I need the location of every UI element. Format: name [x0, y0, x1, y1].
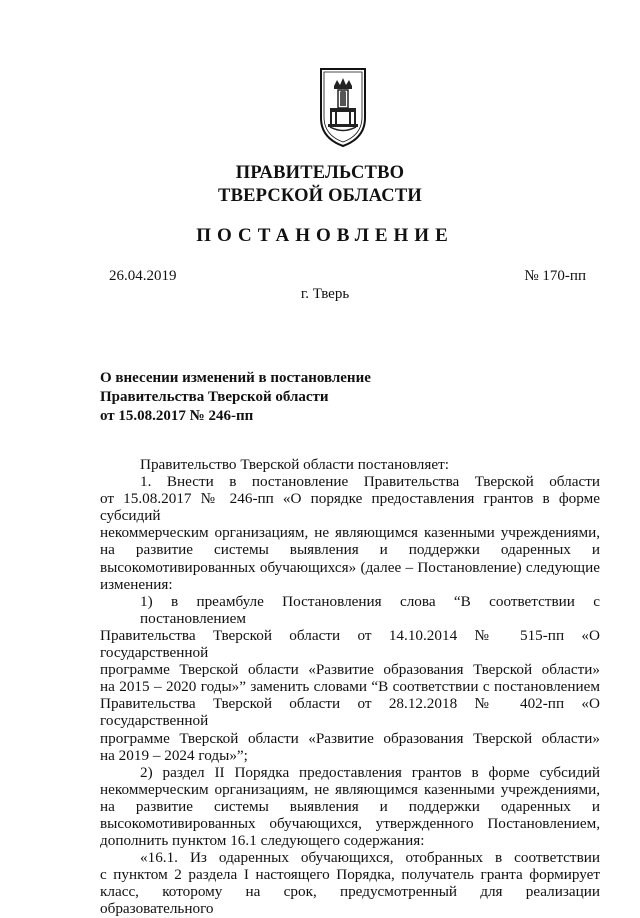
body-line: «16.1. Из одаренных обучающихся, отобранных в соответствии [140, 849, 600, 867]
body-line: 1) в преамбуле Постановления слова “В соответствии с постановлением [140, 592, 600, 627]
document-type: ПОСТАНОВЛЕНИЕ [196, 225, 454, 246]
body-line: 1. Внести в постановление Правительства Тверской области [140, 473, 600, 491]
document-city: г. Тверь [300, 286, 350, 302]
coat-of-arms-icon [318, 66, 368, 148]
body-line: класс, которому на срок, предусмотренный для реализации образовательного [100, 883, 600, 918]
body-line: Правительства Тверской области от 14.10.2014 № 515-пп «О государственной [100, 626, 600, 662]
body-line: на развитие системы выявления и поддержки одаренных и [100, 797, 600, 815]
document-number: № 170-пп [524, 268, 586, 284]
government-name-line1: ПРАВИТЕЛЬСТВО [235, 163, 405, 183]
document-subject [100, 369, 371, 426]
body-line: некоммерческим организациям, не являющимся казенными учреждениями, [100, 524, 600, 542]
body-line: Правительства Тверской области от 28.12.2018 № 402-пп «О государственной [100, 695, 600, 730]
document-body [100, 456, 600, 918]
body-line: от 15.08.2017 № 246-пп «О порядке предоставления грантов в форме субсидий [100, 490, 600, 525]
subject-line: Правительства Тверской области [100, 389, 329, 405]
subject-line: от 15.08.2017 № 246-пп [100, 408, 254, 424]
document-date: 26.04.2019 [109, 268, 177, 284]
body-line: программе Тверской области «Развитие образования Тверской области» [100, 661, 600, 679]
body-line: высокомотивированных обучающихся, утвержденного Постановлением, [100, 814, 600, 832]
body-line: изменения: [100, 575, 173, 593]
body-line: некоммерческим организациям, не являющимся казенными учреждениями, [100, 780, 600, 798]
body-line: высокомотивированных обучающихся» (далее – Постановление) следующие [100, 558, 600, 576]
body-line: программе Тверской области «Развитие образования Тверской области» [100, 729, 600, 747]
body-line: на 2019 – 2024 годы»”; [100, 746, 248, 764]
body-line: 2) раздел II Порядка предоставления грантов в форме субсидий [140, 763, 600, 781]
body-line: Правительство Тверской области постановляет: [140, 456, 449, 473]
body-line: на развитие системы выявления и поддержки одаренных и [100, 541, 600, 559]
body-line: на 2015 – 2020 годы»” заменить словами “В соответствии с постановлением [100, 678, 600, 696]
body-line: дополнить пунктом 16.1 следующего содержания: [100, 832, 425, 850]
subject-line: О внесении изменений в постановление [100, 370, 371, 386]
government-name-line2: ТВЕРСКОЙ ОБЛАСТИ [218, 186, 422, 206]
body-line: с пунктом 2 раздела I настоящего Порядка, получатель гранта формирует [100, 866, 600, 884]
